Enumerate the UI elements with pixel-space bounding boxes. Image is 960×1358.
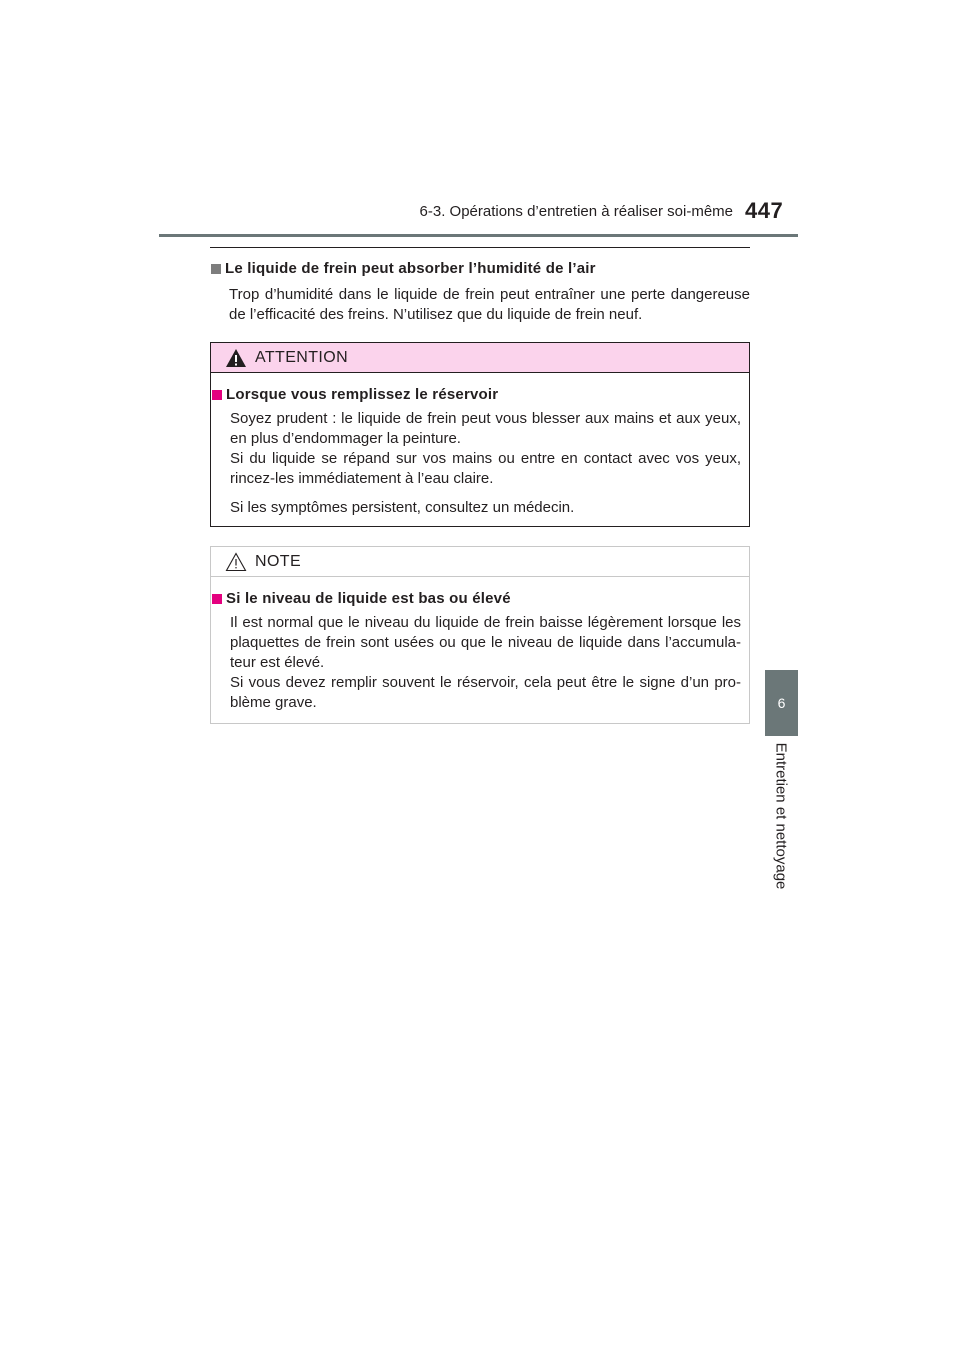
attention-text-1: Soyez prudent : le liquide de frein peut vous blesser aux mains et aux yeux, en plus d’endommager la peinture. xyxy=(230,410,741,447)
attention-heading xyxy=(211,386,741,404)
chapter-title: Entretien et nettoyage xyxy=(772,742,790,890)
note-title: NOTE xyxy=(255,552,302,570)
square-bullet-icon xyxy=(211,264,221,274)
attention-text-3: Si les symptômes persistent, consultez un médecin. xyxy=(230,499,575,516)
attention-header xyxy=(211,343,749,373)
attention-body xyxy=(211,373,749,518)
page-number: 447 xyxy=(745,198,784,223)
note-box xyxy=(210,546,750,724)
attention-box xyxy=(210,342,750,527)
note-header xyxy=(211,547,749,577)
attention-heading-text: Lorsque vous remplissez le réservoir xyxy=(226,386,499,403)
attention-title: ATTENTION xyxy=(255,348,349,366)
running-header: 6-3. Opérations d’entretien à réaliser soi-même xyxy=(419,203,733,220)
content-rule xyxy=(210,247,750,248)
intro-text: Trop d’humidité dans le liquide de frein peut entraîner une perte dangereuse de l’efficacité des freins. N’utilisez que du liquide de frein neuf. xyxy=(229,286,750,323)
note-text-2: Si vous devez remplir souvent le réservoir, cela peut être le signe d’un pro-blème grave. xyxy=(230,674,741,711)
warning-triangle-icon xyxy=(225,348,247,368)
intro-heading xyxy=(210,260,750,278)
chapter-tab xyxy=(765,670,798,736)
note-heading xyxy=(211,590,741,608)
note-heading-text: Si le niveau de liquide est bas ou élevé xyxy=(226,590,511,607)
square-bullet-icon xyxy=(212,390,222,400)
note-body xyxy=(211,577,749,713)
intro-section xyxy=(210,260,750,325)
header-rule xyxy=(159,234,798,237)
note-text-1: Il est normal que le niveau du liquide de frein baisse légèrement lorsque les plaquettes de frein sont usées ou que le niveau de liquide dans l’accumula-teur est élevé. xyxy=(230,614,741,671)
chapter-number: 6 xyxy=(777,695,786,711)
warning-outline-icon xyxy=(225,552,247,572)
square-bullet-icon xyxy=(212,594,222,604)
intro-heading-text: Le liquide de frein peut absorber l’humidité de l’air xyxy=(225,260,596,277)
attention-text-2: Si du liquide se répand sur vos mains ou entre en contact avec vos yeux, rincez-les immédiatement à l’eau claire. xyxy=(230,450,741,487)
